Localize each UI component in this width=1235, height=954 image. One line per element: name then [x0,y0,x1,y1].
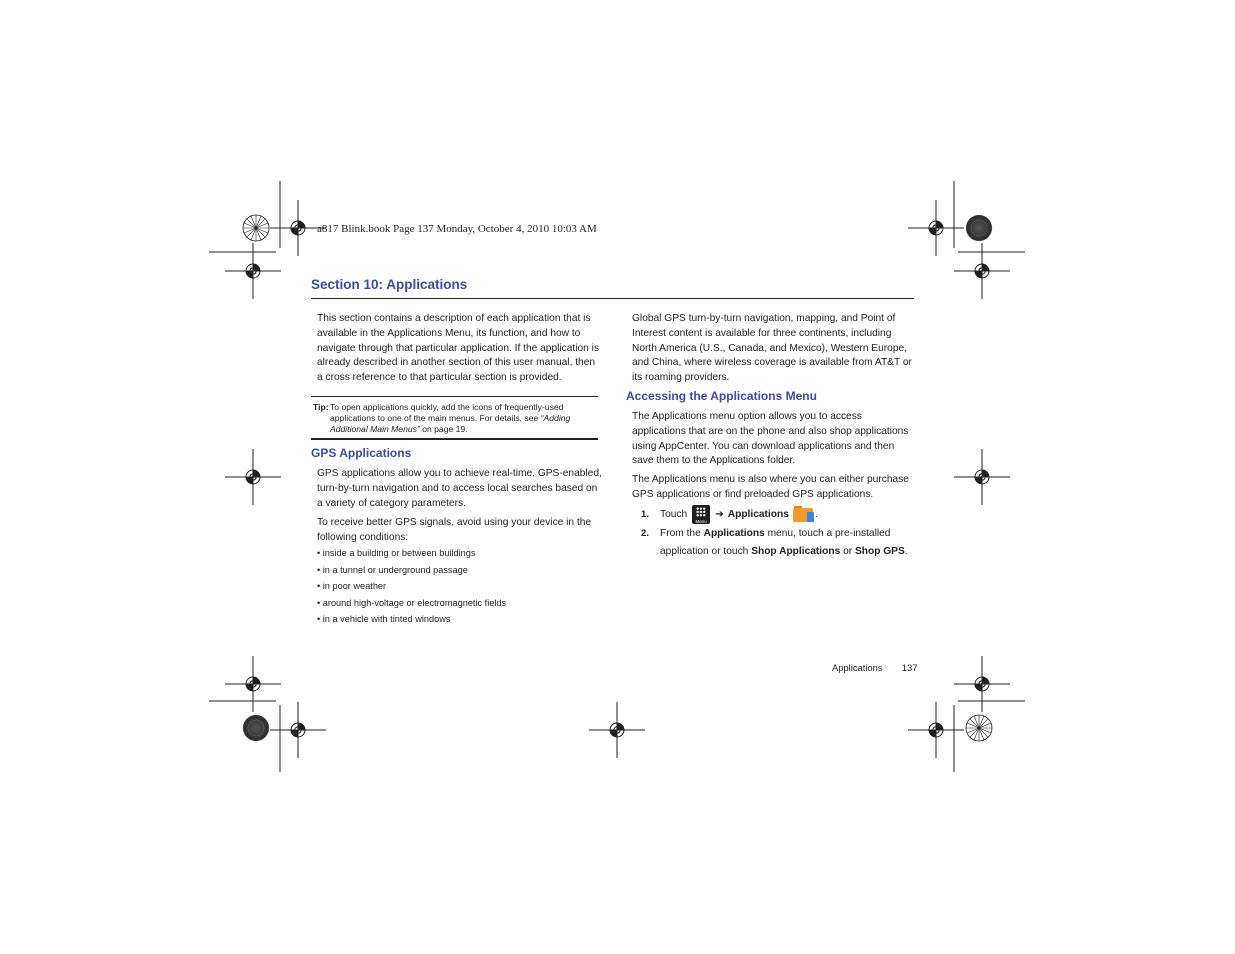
gps-paragraph-2: To receive better GPS signals, avoid using your device in the following conditions: [317,517,592,543]
list-item: • around high-voltage or electromagnetic fields [317,598,507,608]
menu-icon[interactable] [692,505,710,524]
step-1-end: . [814,508,818,520]
applications-paragraph-1: The Applications menu option allows you to access applications that are on the phone and also shop applications using AppCenter. You can download applications and then save them to the Applications folder. [632,411,909,467]
list-item: • in a tunnel or underground passage [317,565,468,575]
print-header-line: a817 Blink.book Page 137 Monday, October 4, 2010 10:03 AM [317,223,597,235]
gps-paragraph-1: GPS applications allow you to achieve real-time, GPS-enabled, turn-by-turn navigation and to access local searches based on a variety of category parameters. [317,468,602,509]
step-1 [641,503,818,525]
accessing-applications-heading: Accessing the Applications Menu [626,389,817,403]
tip-cross-reference-link[interactable]: “Adding Additional Main Menus” [330,413,571,434]
global-gps-paragraph: Global GPS turn-by-turn navigation, mapping, and Point of Interest content is available for three continents, including North America (U.S., Canada, and Mexico), Western Europe, and China, where wireless coverage is available from AT&T or its roaming providers. [632,313,912,384]
shop-gps-option: Shop GPS [854,546,905,557]
gps-applications-heading: GPS Applications [311,446,412,460]
applications-menu-label: Applications [727,508,789,520]
tip-top-rule [311,396,598,397]
menu-icon-label: Menu [695,518,707,524]
step-2-text-mid: menu, touch a pre-installed [764,528,891,539]
list-item: • inside a building or between buildings [317,548,476,558]
step-number: 1. [641,508,650,520]
tip-label: Tip: [313,402,329,412]
applications-folder-icon[interactable] [793,506,815,523]
tip-body: To open applications quickly, add the icons of frequently-used applications to one of the main menus. For details, see [330,402,564,423]
tip-suffix: on page 19. [419,424,468,434]
step-2-text: From the [660,528,704,539]
tip-bottom-rule [311,438,598,440]
tip-box [313,402,588,435]
step-2-text-line2: application or touch [660,546,752,557]
list-item: • in a vehicle with tinted windows [317,614,451,624]
footer-section-label: Applications [832,662,883,673]
shop-applications-option: Shop Applications [751,546,841,557]
tip-text [330,402,588,435]
applications-bold: Applications [703,528,765,539]
title-rule [311,298,914,299]
arrow-icon: ➔ [715,508,724,520]
step-number: 2. [641,528,650,539]
section-title: Section 10: Applications [311,277,468,292]
step-2-or: or [840,546,855,557]
list-item: • in poor weather [317,581,387,591]
page-footer [832,662,917,673]
step-2-line-2 [660,546,908,557]
step-2 [641,528,890,539]
intro-paragraph: This section contains a description of each application that is available in the Applications Menu, its function, and how to navigate through that particular application. If the application is already described in another section of this user manual, then a cross reference to that particular section is provided. [317,313,600,384]
applications-paragraph-2: The Applications menu is also where you can either purchase GPS applications or find preloaded GPS applications. [632,474,909,500]
step-2-end: . [904,546,908,557]
step-1-touch-text: Touch [660,508,688,520]
page-number: 137 [901,662,918,673]
